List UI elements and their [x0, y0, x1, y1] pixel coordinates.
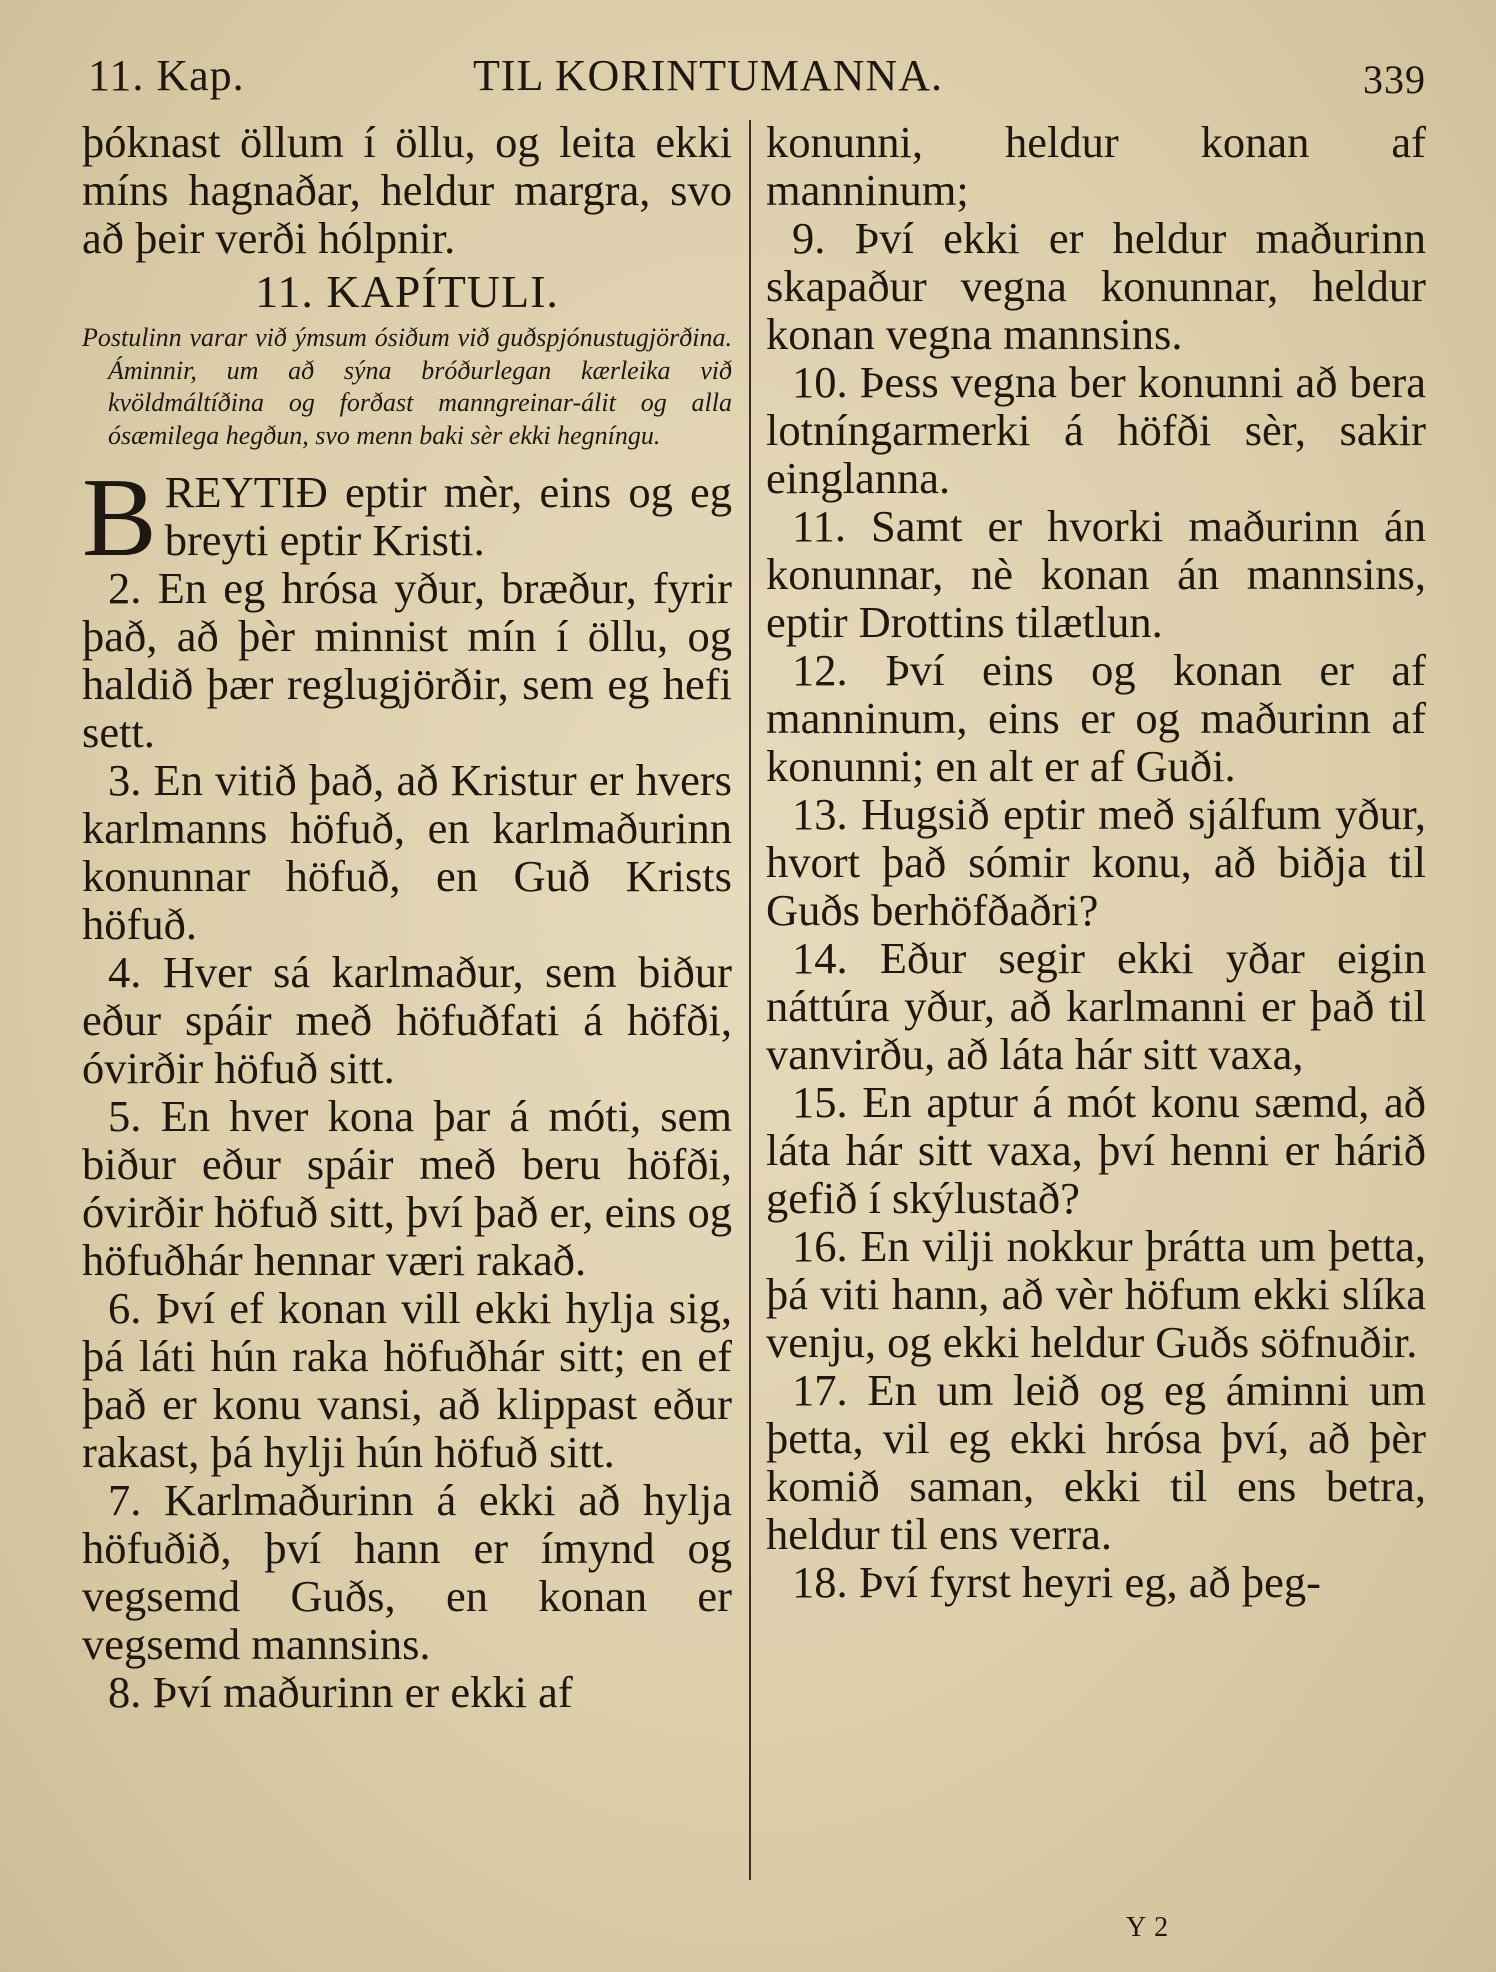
- chapter-heading: 11. KAPÍTULI.: [255, 266, 559, 317]
- continuation-text: þóknast öllum í öllu, og leita ekki míns hagnaðar, heldur margra, svo að þeir verði hólpnir.: [82, 117, 732, 263]
- verse: 3. En vitið það, að Kristur er hvers karlmanns höfuð, en karlmaðurinn konunnar höfuð, en Guð Krists höfuð.: [82, 755, 732, 950]
- page-number: 339: [1363, 57, 1426, 102]
- verse: 13. Hugsið eptir með sjálfum yður, hvort það sómir konu, að biðja til Guðs berhöfðaðri?: [766, 789, 1426, 935]
- verse: 2. En eg hrósa yður, bræður, fyrir það, að þèr minnist mín í öllu, og haldið þær reglugjörðir, sem eg hefi sett.: [82, 563, 732, 758]
- continuation-text: konunni, heldur konan af manninum;: [766, 117, 1426, 215]
- verse: 7. Karlmaðurinn á ekki að hylja höfuðið, því hann er ímynd og vegsemd Guðs, en konan er vegsemd mannsins.: [82, 1475, 732, 1670]
- right-column: [766, 118, 1426, 1606]
- drop-cap: B: [82, 456, 157, 581]
- verse: 14. Eður segir ekki yðar eigin náttúra yður, að karlmanni er það til vanvirðu, að láta hár sitt vaxa,: [766, 933, 1426, 1079]
- verse-1-text: eptir mèr, eins og eg breyti eptir Kristi.: [164, 467, 732, 566]
- left-column: [82, 118, 732, 1716]
- running-header: [88, 50, 1426, 110]
- chapter-label: 11. Kap.: [88, 51, 245, 100]
- verse: 12. Því eins og konan er af manninum, eins er og maðurinn af konunni; en alt er af Guði.: [766, 645, 1426, 791]
- signature-mark: Y 2: [1126, 1912, 1170, 1943]
- verse: 6. Því ef konan vill ekki hylja sig, þá láti hún raka höfuðhár sitt; en ef það er konu vansi, að klippast eður rakast, þá hylji hún höfuð sitt.: [82, 1283, 732, 1478]
- verse: 4. Hver sá karlmaður, sem biður eður spáir með höfuðfati á höfði, óvirðir höfuð sitt.: [82, 947, 732, 1094]
- verse: 10. Þess vegna ber konunni að bera lotníngarmerki á höfði sèr, sakir einglanna.: [766, 357, 1426, 503]
- book-title: TIL KORINTUMANNA.: [473, 51, 943, 100]
- verse: 9. Því ekki er heldur maðurinn skapaður vegna konunnar, heldur konan vegna mannsins.: [766, 213, 1426, 359]
- verse-1-caps: REYTIÐ: [164, 467, 328, 518]
- verse-1: [82, 456, 732, 581]
- verse: 11. Samt er hvorki maðurinn án konunnar, nè konan án mannsins, eptir Drottins tilætlun.: [766, 501, 1426, 647]
- chapter-summary: Postulinn varar við ýmsum ósiðum við guðspjónustugjörðina. Áminnir, um að sýna bróðurlegan kærleika við kvöldmáltíðina og forðast manngreinar-álit og alla ósæmilega hegðun, svo menn baki sèr ekki hegníngu.: [82, 323, 732, 450]
- column-divider: [749, 120, 751, 1880]
- verse: 5. En hver kona þar á móti, sem biður eður spáir með beru höfði, óvirðir höfuð sitt, því það er, eins og höfuðhár hennar væri rakað.: [82, 1091, 732, 1286]
- verse: 18. Því fyrst heyri eg, að þeg-: [792, 1557, 1321, 1607]
- verse: 15. En aptur á mót konu sæmd, að láta hár sitt vaxa, því henni er hárið gefið í skýlustað?: [766, 1077, 1426, 1223]
- verse: 8. Því maðurinn er ekki af: [108, 1667, 573, 1718]
- verse: 16. En vilji nokkur þrátta um þetta, þá viti hann, að vèr höfum ekki slíka venju, og ekki heldur Guðs söfnuðir.: [766, 1221, 1426, 1367]
- verse: 17. En um leið og eg áminni um þetta, vil eg ekki hrósa því, að þèr komið saman, ekki til ens betra, heldur til ens verra.: [766, 1365, 1426, 1559]
